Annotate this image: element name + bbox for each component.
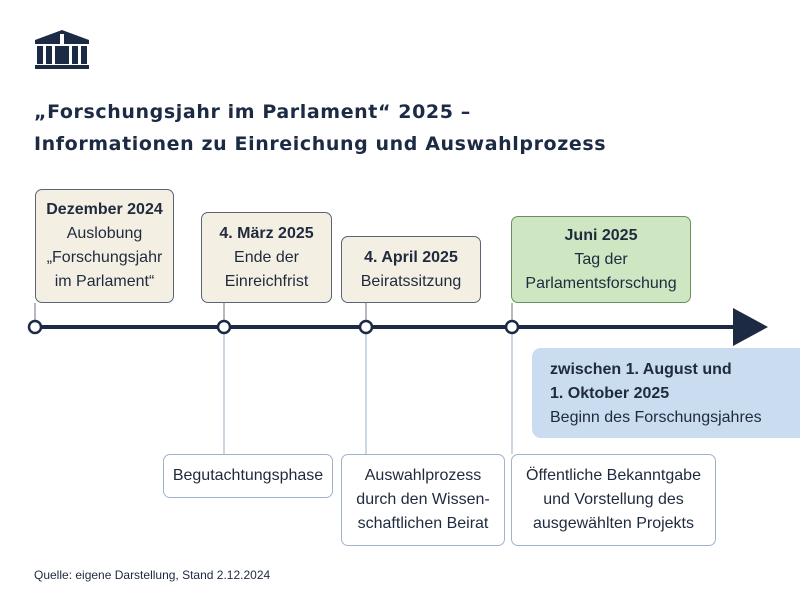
milestone-text: Beiratssitzung (360, 272, 462, 290)
milestone-text: Auslobung (66, 225, 143, 242)
timeline-marker-dec-2024 (29, 321, 41, 333)
period-description: Beginn des Forschungsjahres (550, 409, 762, 426)
milestone-card-jun-2025 (511, 216, 691, 303)
milestone-text: „Forschungsjahr (46, 249, 163, 266)
source-note: Quelle: eigene Darstellung, Stand 2.12.2024 (34, 568, 271, 582)
phase-text: Öffentliche Bekanntgabe (526, 467, 701, 484)
milestone-text: Tag der (574, 250, 628, 268)
milestone-date: 4. März 2025 (219, 224, 314, 242)
title-line-1: „Forschungsjahr im Parlament“ 2025 – (34, 101, 471, 123)
milestone-date: Juni 2025 (564, 226, 638, 244)
phase-text: Auswahlprozess (364, 467, 482, 484)
milestone-text: Einreichfrist (224, 272, 309, 290)
timeline-arrowhead (733, 308, 768, 346)
phase-text: durch den Wissen- (356, 491, 490, 508)
milestone-text: im Parlament“ (54, 273, 155, 290)
milestone-date: Dezember 2024 (46, 201, 163, 218)
phase-box-bekanntgabe (511, 454, 716, 546)
phase-box-begutachtung (163, 454, 333, 498)
timeline-marker-jun-2025 (506, 321, 518, 333)
milestone-card-dec-2024 (35, 189, 174, 303)
timeline-marker-mar-2025 (218, 321, 230, 333)
phase-text: ausgewählten Projekts (533, 515, 694, 532)
phase-text: schaftlichen Beirat (357, 515, 489, 532)
timeline-marker-apr-2025 (360, 321, 372, 333)
period-line: 1. Oktober 2025 (550, 385, 670, 402)
phase-box-auswahlprozess (341, 454, 505, 546)
milestone-text: Ende der (234, 248, 299, 266)
period-line: zwischen 1. August und (550, 361, 732, 378)
phase-text: Begutachtungsphase (172, 467, 324, 484)
milestone-card-apr-2025 (341, 236, 481, 303)
milestone-card-mar-2025 (201, 212, 332, 303)
title-line-2: Informationen zu Einreichung und Auswahlprozess (34, 133, 607, 155)
forschungsjahr-period-box (532, 348, 800, 438)
phase-text: und Vorstellung des (543, 491, 684, 508)
milestone-text: Parlamentsforschung (525, 274, 677, 292)
milestone-date: 4. April 2025 (364, 248, 458, 266)
